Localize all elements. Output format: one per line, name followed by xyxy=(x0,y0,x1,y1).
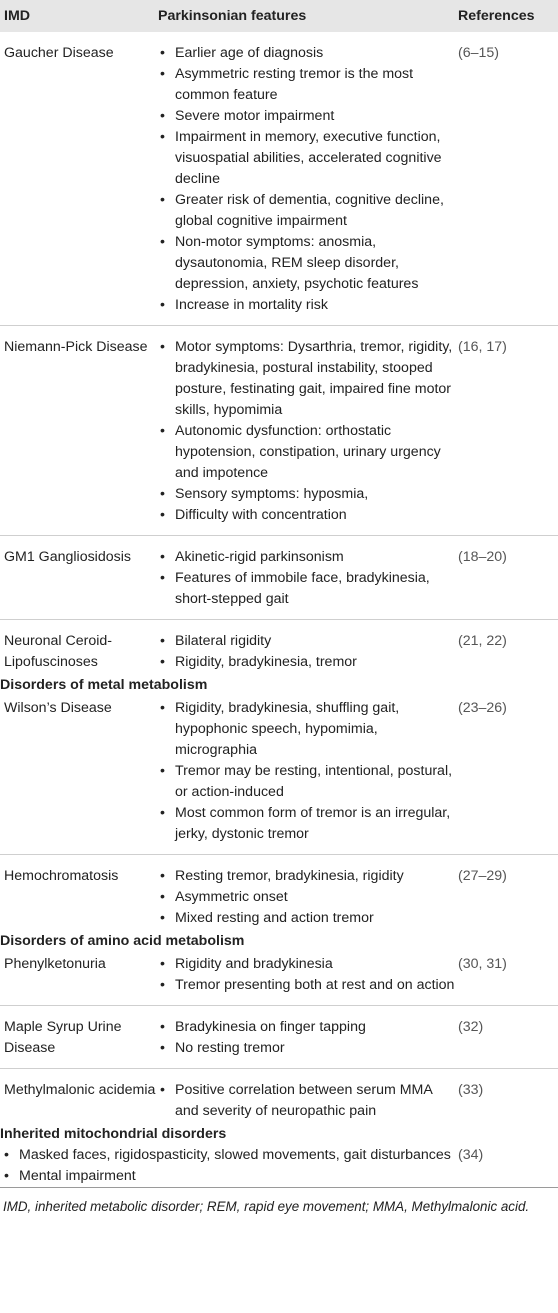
features-cell xyxy=(158,620,458,676)
header-row xyxy=(0,0,558,32)
table-row xyxy=(0,1069,558,1125)
imd-cell: Maple Syrup Urine Disease xyxy=(0,1006,158,1069)
feature-item: • Bilateral rigidity xyxy=(160,631,458,652)
section-heading: Inherited mitochondrial disorders xyxy=(0,1126,227,1142)
feature-list xyxy=(158,337,458,526)
feature-item: • Tremor presenting both at rest and on action xyxy=(160,975,458,996)
feature-list xyxy=(158,1017,458,1059)
references-cell: (33) xyxy=(458,1082,484,1098)
references-cell: (6–15) xyxy=(458,32,558,326)
features-cell xyxy=(158,952,458,1006)
imd-cell: Methylmalonic acidemia xyxy=(4,1082,156,1098)
references-cell: (27–29) xyxy=(458,868,507,884)
header-imd: IMD xyxy=(0,0,158,32)
references-cell: (34) xyxy=(458,1145,558,1188)
features-cell xyxy=(158,536,458,620)
feature-item: • Mental impairment xyxy=(4,1166,458,1187)
feature-item: • Greater risk of dementia, cognitive decline, global cognitive impairment xyxy=(160,190,458,232)
feature-item: • Severe motor impairment xyxy=(160,106,458,127)
table-row xyxy=(0,952,558,1006)
feature-item: • Asymmetric onset xyxy=(160,887,458,908)
imd-cell: Wilson’s Disease xyxy=(0,696,158,855)
features-cell xyxy=(158,1069,458,1125)
feature-item: • Increase in mortality risk xyxy=(160,295,458,316)
section-heading: Disorders of metal metabolism xyxy=(0,677,208,693)
feature-item: • Earlier age of diagnosis xyxy=(160,43,458,64)
imd-cell: Hemochromatosis xyxy=(4,868,119,884)
section-header-row xyxy=(0,1124,558,1145)
references-cell: (21, 22) xyxy=(458,633,507,649)
table-row xyxy=(0,326,558,536)
feature-item: • Sensory symptoms: hyposmia, xyxy=(160,484,458,505)
imd-cell: Niemann-Pick Disease xyxy=(0,326,158,536)
table-row xyxy=(0,855,558,932)
feature-list xyxy=(158,547,458,610)
section-heading: Disorders of amino acid metabolism xyxy=(0,933,245,949)
references-cell: (32) xyxy=(458,1006,558,1069)
features-cell xyxy=(158,855,458,932)
feature-list xyxy=(158,43,458,316)
feature-item: • Autonomic dysfunction: orthostatic hypotension, constipation, urinary urgency and impotence xyxy=(160,421,458,484)
table-row xyxy=(0,1006,558,1069)
table-row xyxy=(0,536,558,620)
imd-cell: Neuronal Ceroid-Lipofuscinoses xyxy=(4,633,113,670)
references-cell: (23–26) xyxy=(458,696,558,855)
section-header-row xyxy=(0,675,558,696)
features-cell xyxy=(0,1145,458,1188)
feature-item: • Masked faces, rigidospasticity, slowed movements, gait disturbances xyxy=(4,1145,458,1166)
feature-list xyxy=(158,1080,458,1122)
feature-list xyxy=(158,866,458,929)
section-header-row xyxy=(0,931,558,952)
references-cell: (16, 17) xyxy=(458,326,558,536)
feature-item: • Motor symptoms: Dysarthria, tremor, rigidity, bradykinesia, postural instability, stooped posture, festinating gait, impaired fine motor skills, hypomimia xyxy=(160,337,458,421)
feature-item: • Positive correlation between serum MMA and severity of neuropathic pain xyxy=(160,1080,458,1122)
feature-item: • Difficulty with concentration xyxy=(160,505,458,526)
table-row xyxy=(0,1145,558,1188)
references-cell: (30, 31) xyxy=(458,952,558,1006)
feature-list xyxy=(0,1145,458,1187)
feature-item: • Bradykinesia on finger tapping xyxy=(160,1017,458,1038)
feature-item: • Asymmetric resting tremor is the most common feature xyxy=(160,64,458,106)
feature-item: • Impairment in memory, executive function, visuospatial abilities, accelerated cognitive decline xyxy=(160,127,458,190)
feature-item: • Akinetic-rigid parkinsonism xyxy=(160,547,458,568)
feature-item: • Resting tremor, bradykinesia, rigidity xyxy=(160,866,458,887)
feature-item: • Rigidity, bradykinesia, tremor xyxy=(160,652,458,673)
imd-cell: GM1 Gangliosidosis xyxy=(0,536,158,620)
feature-item: • Features of immobile face, bradykinesia, short-stepped gait xyxy=(160,568,458,610)
header-features: Parkinsonian features xyxy=(158,0,458,32)
feature-item: • Most common form of tremor is an irregular, jerky, dystonic tremor xyxy=(160,803,458,845)
feature-item: • Rigidity and bradykinesia xyxy=(160,954,458,975)
feature-item: • Rigidity, bradykinesia, shuffling gait, hypophonic speech, hypomimia, micrographia xyxy=(160,698,458,761)
table-row xyxy=(0,620,558,676)
header-references: References xyxy=(458,0,558,32)
features-cell xyxy=(158,32,458,326)
table-row xyxy=(0,32,558,326)
features-cell xyxy=(158,1006,458,1069)
feature-list xyxy=(158,631,458,673)
feature-list xyxy=(158,954,458,996)
imd-cell: Gaucher Disease xyxy=(0,32,158,326)
feature-item: • Mixed resting and action tremor xyxy=(160,908,458,929)
table-row xyxy=(0,696,558,855)
feature-list xyxy=(158,698,458,845)
feature-item: • No resting tremor xyxy=(160,1038,458,1059)
feature-item: • Non-motor symptoms: anosmia, dysautonomia, REM sleep disorder, depression, anxiety, psychotic features xyxy=(160,232,458,295)
features-cell xyxy=(158,326,458,536)
features-cell xyxy=(158,696,458,855)
references-cell: (18–20) xyxy=(458,536,558,620)
imd-cell: Phenylketonuria xyxy=(0,952,158,1006)
feature-item: • Tremor may be resting, intentional, postural, or action-induced xyxy=(160,761,458,803)
table-footnote: IMD, inherited metabolic disorder; REM, rapid eye movement; MMA, Methylmalonic acid. xyxy=(3,1199,530,1214)
